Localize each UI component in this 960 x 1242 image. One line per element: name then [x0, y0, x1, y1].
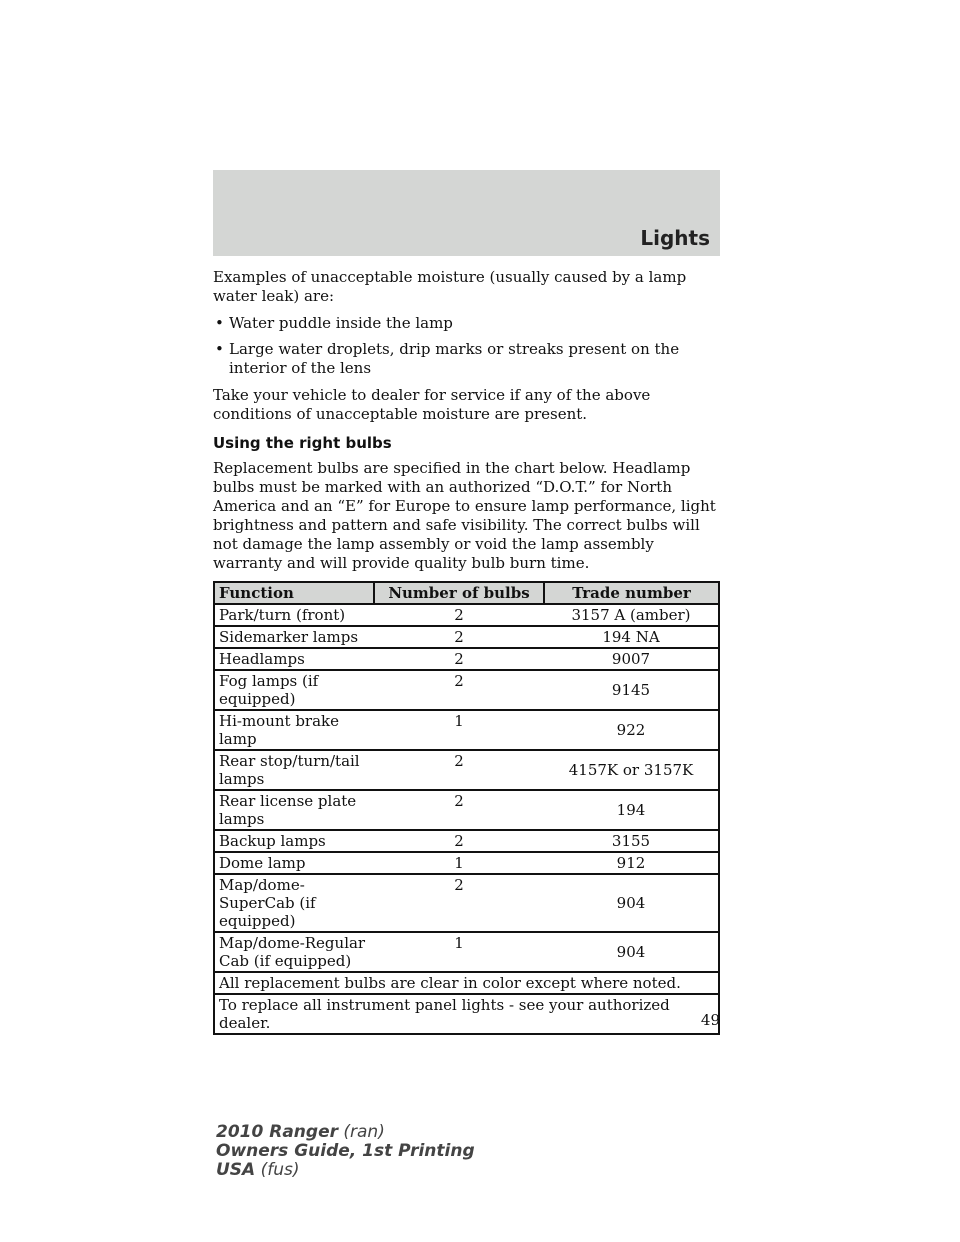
table-header-row — [214, 582, 719, 604]
cell-count: 1 — [374, 852, 544, 874]
cell-function: Dome lamp — [214, 852, 374, 874]
footer-market-code: (fus) — [260, 1160, 300, 1180]
footer-line-model — [216, 1123, 475, 1142]
subheading: Using the right bulbs — [213, 434, 392, 452]
cell-trade: 3157 A (amber) — [544, 604, 719, 626]
cell-count: 2 — [374, 790, 544, 830]
footer-edition: Owners Guide, 1st Printing — [216, 1141, 475, 1161]
cell-trade: 9007 — [544, 648, 719, 670]
table-row — [214, 874, 719, 932]
table-row — [214, 852, 719, 874]
cell-function: Backup lamps — [214, 830, 374, 852]
table-row — [214, 790, 719, 830]
table-row — [214, 648, 719, 670]
cell-count: 2 — [374, 874, 544, 932]
page-number: 49 — [700, 1011, 720, 1029]
cell-count: 1 — [374, 932, 544, 972]
footer-printing-info — [216, 1123, 475, 1180]
table-row — [214, 750, 719, 790]
footer-line-market — [216, 1161, 475, 1180]
bulb-table — [213, 581, 720, 1035]
table-row — [214, 932, 719, 972]
cell-trade: 194 — [544, 790, 719, 830]
cell-count: 1 — [374, 710, 544, 750]
cell-trade: 194 NA — [544, 626, 719, 648]
cell-function: Hi-mount brake lamp — [214, 710, 374, 750]
cell-count: 2 — [374, 648, 544, 670]
column-header-number: Number of bulbs — [374, 582, 544, 604]
cell-function: Headlamps — [214, 648, 374, 670]
column-header-function: Function — [214, 582, 374, 604]
cell-trade: 4157K or 3157K — [544, 750, 719, 790]
table-note-row — [214, 994, 719, 1034]
cell-trade: 922 — [544, 710, 719, 750]
footer-model-code: (ran) — [343, 1122, 385, 1142]
table-row — [214, 626, 719, 648]
table-row — [214, 604, 719, 626]
table-note: To replace all instrument panel lights - see your authorized dealer. — [214, 994, 719, 1034]
list-item: • Large water droplets, drip marks or streaks present on the interior of the lens — [213, 340, 720, 378]
cell-trade: 904 — [544, 932, 719, 972]
list-item: • Water puddle inside the lamp — [213, 314, 720, 333]
bulbs-paragraph: Replacement bulbs are specified in the chart below. Headlamp bulbs must be marked with an authorized “D.O.T.” for North America and an “E” for Europe to ensure lamp performance, light brightness and pattern and safe visibility. The correct bulbs will not damage the lamp assembly or void the lamp assembly warranty and will provide quality bulb burn time. — [213, 459, 716, 572]
cell-function: Fog lamps (if equipped) — [214, 670, 374, 710]
cell-trade: 3155 — [544, 830, 719, 852]
footer-market: USA — [216, 1160, 256, 1180]
table-row — [214, 670, 719, 710]
cell-function: Rear stop/turn/tail lamps — [214, 750, 374, 790]
footer-model: 2010 Ranger — [216, 1122, 338, 1142]
cell-count: 2 — [374, 626, 544, 648]
cell-count: 2 — [374, 670, 544, 710]
cell-function: Map/dome-Regular Cab (if equipped) — [214, 932, 374, 972]
table-note: All replacement bulbs are clear in color except where noted. — [214, 972, 719, 994]
section-title: Lights — [640, 226, 710, 250]
cell-function: Rear license plate lamps — [214, 790, 374, 830]
cell-function: Map/dome-SuperCab (if equipped) — [214, 874, 374, 932]
cell-trade: 912 — [544, 852, 719, 874]
moisture-examples-list — [213, 314, 720, 378]
table-row — [214, 830, 719, 852]
cell-count: 2 — [374, 750, 544, 790]
cell-trade: 904 — [544, 874, 719, 932]
section-header-band — [213, 170, 720, 256]
table-note-row — [214, 972, 719, 994]
service-note-paragraph: Take your vehicle to dealer for service if any of the above conditions of unacceptable moisture are present. — [213, 386, 651, 423]
page-content — [213, 268, 720, 1035]
intro-paragraph: Examples of unacceptable moisture (usually caused by a lamp water leak) are: — [213, 268, 687, 305]
cell-function: Park/turn (front) — [214, 604, 374, 626]
cell-function: Sidemarker lamps — [214, 626, 374, 648]
cell-count: 2 — [374, 604, 544, 626]
column-header-trade: Trade number — [544, 582, 719, 604]
table-row — [214, 710, 719, 750]
cell-trade: 9145 — [544, 670, 719, 710]
cell-count: 2 — [374, 830, 544, 852]
